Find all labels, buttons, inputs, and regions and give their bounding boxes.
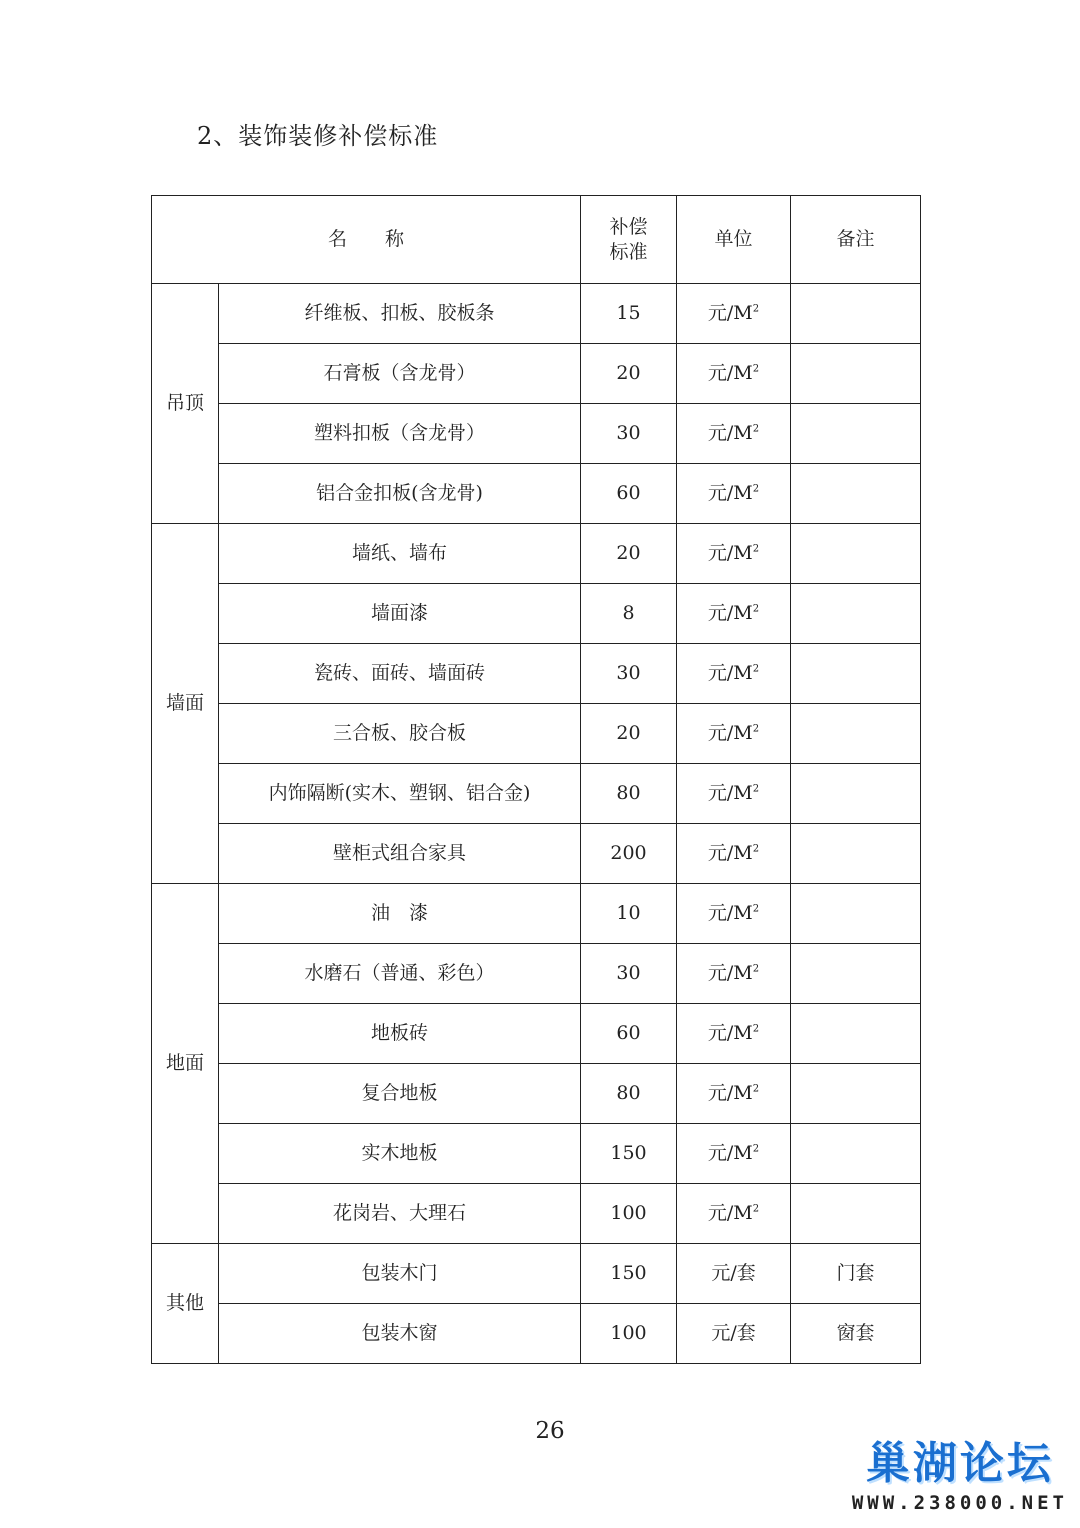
category-cell: 地面 bbox=[152, 884, 219, 1244]
unit-text: 元/M bbox=[707, 1202, 753, 1225]
note-cell bbox=[791, 1184, 921, 1244]
note-cell bbox=[791, 344, 921, 404]
item-name-cell: 瓷砖、面砖、墙面砖 bbox=[219, 644, 581, 704]
table-row bbox=[152, 824, 921, 884]
item-name-cell: 包装木门 bbox=[219, 1244, 581, 1304]
standard-cell: 8 bbox=[581, 584, 677, 644]
unit-superscript: 2 bbox=[752, 903, 760, 915]
standard-cell: 10 bbox=[581, 884, 677, 944]
category-cell: 吊顶 bbox=[152, 284, 219, 524]
table-header-row bbox=[152, 196, 921, 284]
unit-cell bbox=[677, 1304, 791, 1364]
table-row bbox=[152, 1004, 921, 1064]
item-name-cell: 复合地板 bbox=[219, 1064, 581, 1124]
table-row bbox=[152, 344, 921, 404]
page-number: 26 bbox=[535, 1418, 565, 1444]
unit-cell bbox=[677, 524, 791, 584]
table-row bbox=[152, 1244, 921, 1304]
standard-cell: 100 bbox=[581, 1184, 677, 1244]
category-cell: 墙面 bbox=[152, 524, 219, 884]
standard-cell: 60 bbox=[581, 1004, 677, 1064]
unit-text: 元/M bbox=[707, 902, 753, 925]
item-name-cell: 三合板、胶合板 bbox=[219, 704, 581, 764]
item-name-cell: 壁柜式组合家具 bbox=[219, 824, 581, 884]
note-cell bbox=[791, 884, 921, 944]
table-row bbox=[152, 524, 921, 584]
unit-text: 元/M bbox=[707, 662, 753, 685]
unit-superscript: 2 bbox=[752, 783, 760, 795]
item-name-cell: 实木地板 bbox=[219, 1124, 581, 1184]
unit-cell bbox=[677, 1064, 791, 1124]
unit-cell bbox=[677, 944, 791, 1004]
item-name-cell: 油 漆 bbox=[219, 884, 581, 944]
category-cell: 其他 bbox=[152, 1244, 219, 1364]
unit-text: 元/M bbox=[707, 782, 753, 805]
compensation-table bbox=[151, 195, 921, 1364]
unit-text: 元/M bbox=[707, 482, 753, 505]
standard-cell: 150 bbox=[581, 1124, 677, 1184]
unit-cell bbox=[677, 344, 791, 404]
unit-text: 元/M bbox=[707, 302, 753, 325]
unit-text: 元/M bbox=[707, 542, 753, 565]
unit-cell bbox=[677, 464, 791, 524]
standard-cell: 30 bbox=[581, 404, 677, 464]
standard-cell: 150 bbox=[581, 1244, 677, 1304]
note-cell bbox=[791, 524, 921, 584]
table-row bbox=[152, 284, 921, 344]
header-standard-line1: 补偿 bbox=[609, 215, 648, 238]
standard-cell: 30 bbox=[581, 944, 677, 1004]
standard-cell: 60 bbox=[581, 464, 677, 524]
header-note: 备注 bbox=[791, 196, 921, 284]
standard-cell: 30 bbox=[581, 644, 677, 704]
item-name-cell: 墙纸、墙布 bbox=[219, 524, 581, 584]
item-name-cell: 墙面漆 bbox=[219, 584, 581, 644]
unit-text: 元/M bbox=[707, 1082, 753, 1105]
unit-text: 元/M bbox=[707, 722, 753, 745]
table-row bbox=[152, 764, 921, 824]
table-row bbox=[152, 1184, 921, 1244]
table-row bbox=[152, 1304, 921, 1364]
table-row bbox=[152, 944, 921, 1004]
unit-cell bbox=[677, 704, 791, 764]
unit-superscript: 2 bbox=[752, 1203, 760, 1215]
unit-text: 元/M bbox=[707, 962, 753, 985]
unit-text: 元/套 bbox=[711, 1262, 756, 1285]
unit-text: 元/M bbox=[707, 842, 753, 865]
table-row bbox=[152, 644, 921, 704]
unit-text: 元/M bbox=[707, 1022, 753, 1045]
watermark-url: WWW.238000.NET bbox=[851, 1492, 1068, 1514]
unit-superscript: 2 bbox=[752, 843, 760, 855]
note-cell bbox=[791, 764, 921, 824]
unit-superscript: 2 bbox=[752, 483, 760, 495]
unit-superscript: 2 bbox=[752, 423, 760, 435]
table-row bbox=[152, 884, 921, 944]
table-row bbox=[152, 704, 921, 764]
header-unit: 单位 bbox=[677, 196, 791, 284]
item-name-cell: 纤维板、扣板、胶板条 bbox=[219, 284, 581, 344]
note-cell: 门套 bbox=[791, 1244, 921, 1304]
unit-superscript: 2 bbox=[752, 363, 760, 375]
unit-cell bbox=[677, 1244, 791, 1304]
note-cell bbox=[791, 584, 921, 644]
watermark-title: 巢湖论坛 bbox=[865, 1438, 1054, 1489]
unit-cell bbox=[677, 1004, 791, 1064]
note-cell bbox=[791, 1004, 921, 1064]
unit-text: 元/套 bbox=[711, 1322, 756, 1345]
item-name-cell: 石膏板（含龙骨） bbox=[219, 344, 581, 404]
standard-cell: 20 bbox=[581, 704, 677, 764]
note-cell bbox=[791, 644, 921, 704]
unit-cell bbox=[677, 1124, 791, 1184]
unit-superscript: 2 bbox=[752, 1083, 760, 1095]
unit-cell bbox=[677, 644, 791, 704]
unit-superscript: 2 bbox=[752, 1143, 760, 1155]
section-heading: 2、装饰装修补偿标准 bbox=[197, 122, 439, 150]
unit-cell bbox=[677, 404, 791, 464]
unit-superscript: 2 bbox=[752, 1023, 760, 1035]
table-row bbox=[152, 1064, 921, 1124]
unit-superscript: 2 bbox=[752, 663, 760, 675]
unit-cell bbox=[677, 884, 791, 944]
note-cell bbox=[791, 704, 921, 764]
table-row bbox=[152, 404, 921, 464]
header-name: 名 称 bbox=[152, 196, 581, 284]
standard-cell: 100 bbox=[581, 1304, 677, 1364]
item-name-cell: 地板砖 bbox=[219, 1004, 581, 1064]
header-standard bbox=[581, 196, 677, 284]
standard-cell: 20 bbox=[581, 344, 677, 404]
unit-superscript: 2 bbox=[752, 603, 760, 615]
unit-cell bbox=[677, 284, 791, 344]
note-cell bbox=[791, 1124, 921, 1184]
note-cell bbox=[791, 944, 921, 1004]
note-cell bbox=[791, 464, 921, 524]
table-row bbox=[152, 464, 921, 524]
unit-cell bbox=[677, 764, 791, 824]
item-name-cell: 铝合金扣板(含龙骨) bbox=[219, 464, 581, 524]
unit-text: 元/M bbox=[707, 362, 753, 385]
note-cell bbox=[791, 404, 921, 464]
item-name-cell: 内饰隔断(实木、塑钢、铝合金) bbox=[219, 764, 581, 824]
table-row bbox=[152, 584, 921, 644]
note-cell bbox=[791, 1064, 921, 1124]
standard-cell: 80 bbox=[581, 1064, 677, 1124]
unit-cell bbox=[677, 824, 791, 884]
unit-cell bbox=[677, 1184, 791, 1244]
unit-text: 元/M bbox=[707, 602, 753, 625]
unit-superscript: 2 bbox=[752, 963, 760, 975]
standard-cell: 15 bbox=[581, 284, 677, 344]
watermark-logo bbox=[851, 1438, 1068, 1514]
note-cell bbox=[791, 284, 921, 344]
unit-superscript: 2 bbox=[752, 303, 760, 315]
item-name-cell: 塑料扣板（含龙骨） bbox=[219, 404, 581, 464]
item-name-cell: 水磨石（普通、彩色） bbox=[219, 944, 581, 1004]
standard-cell: 200 bbox=[581, 824, 677, 884]
item-name-cell: 花岗岩、大理石 bbox=[219, 1184, 581, 1244]
standard-cell: 80 bbox=[581, 764, 677, 824]
header-standard-line2: 标准 bbox=[609, 240, 648, 263]
note-cell bbox=[791, 824, 921, 884]
unit-text: 元/M bbox=[707, 422, 753, 445]
table-row bbox=[152, 1124, 921, 1184]
unit-cell bbox=[677, 584, 791, 644]
unit-superscript: 2 bbox=[752, 543, 760, 555]
item-name-cell: 包装木窗 bbox=[219, 1304, 581, 1364]
unit-text: 元/M bbox=[707, 1142, 753, 1165]
unit-superscript: 2 bbox=[752, 723, 760, 735]
note-cell: 窗套 bbox=[791, 1304, 921, 1364]
standard-cell: 20 bbox=[581, 524, 677, 584]
